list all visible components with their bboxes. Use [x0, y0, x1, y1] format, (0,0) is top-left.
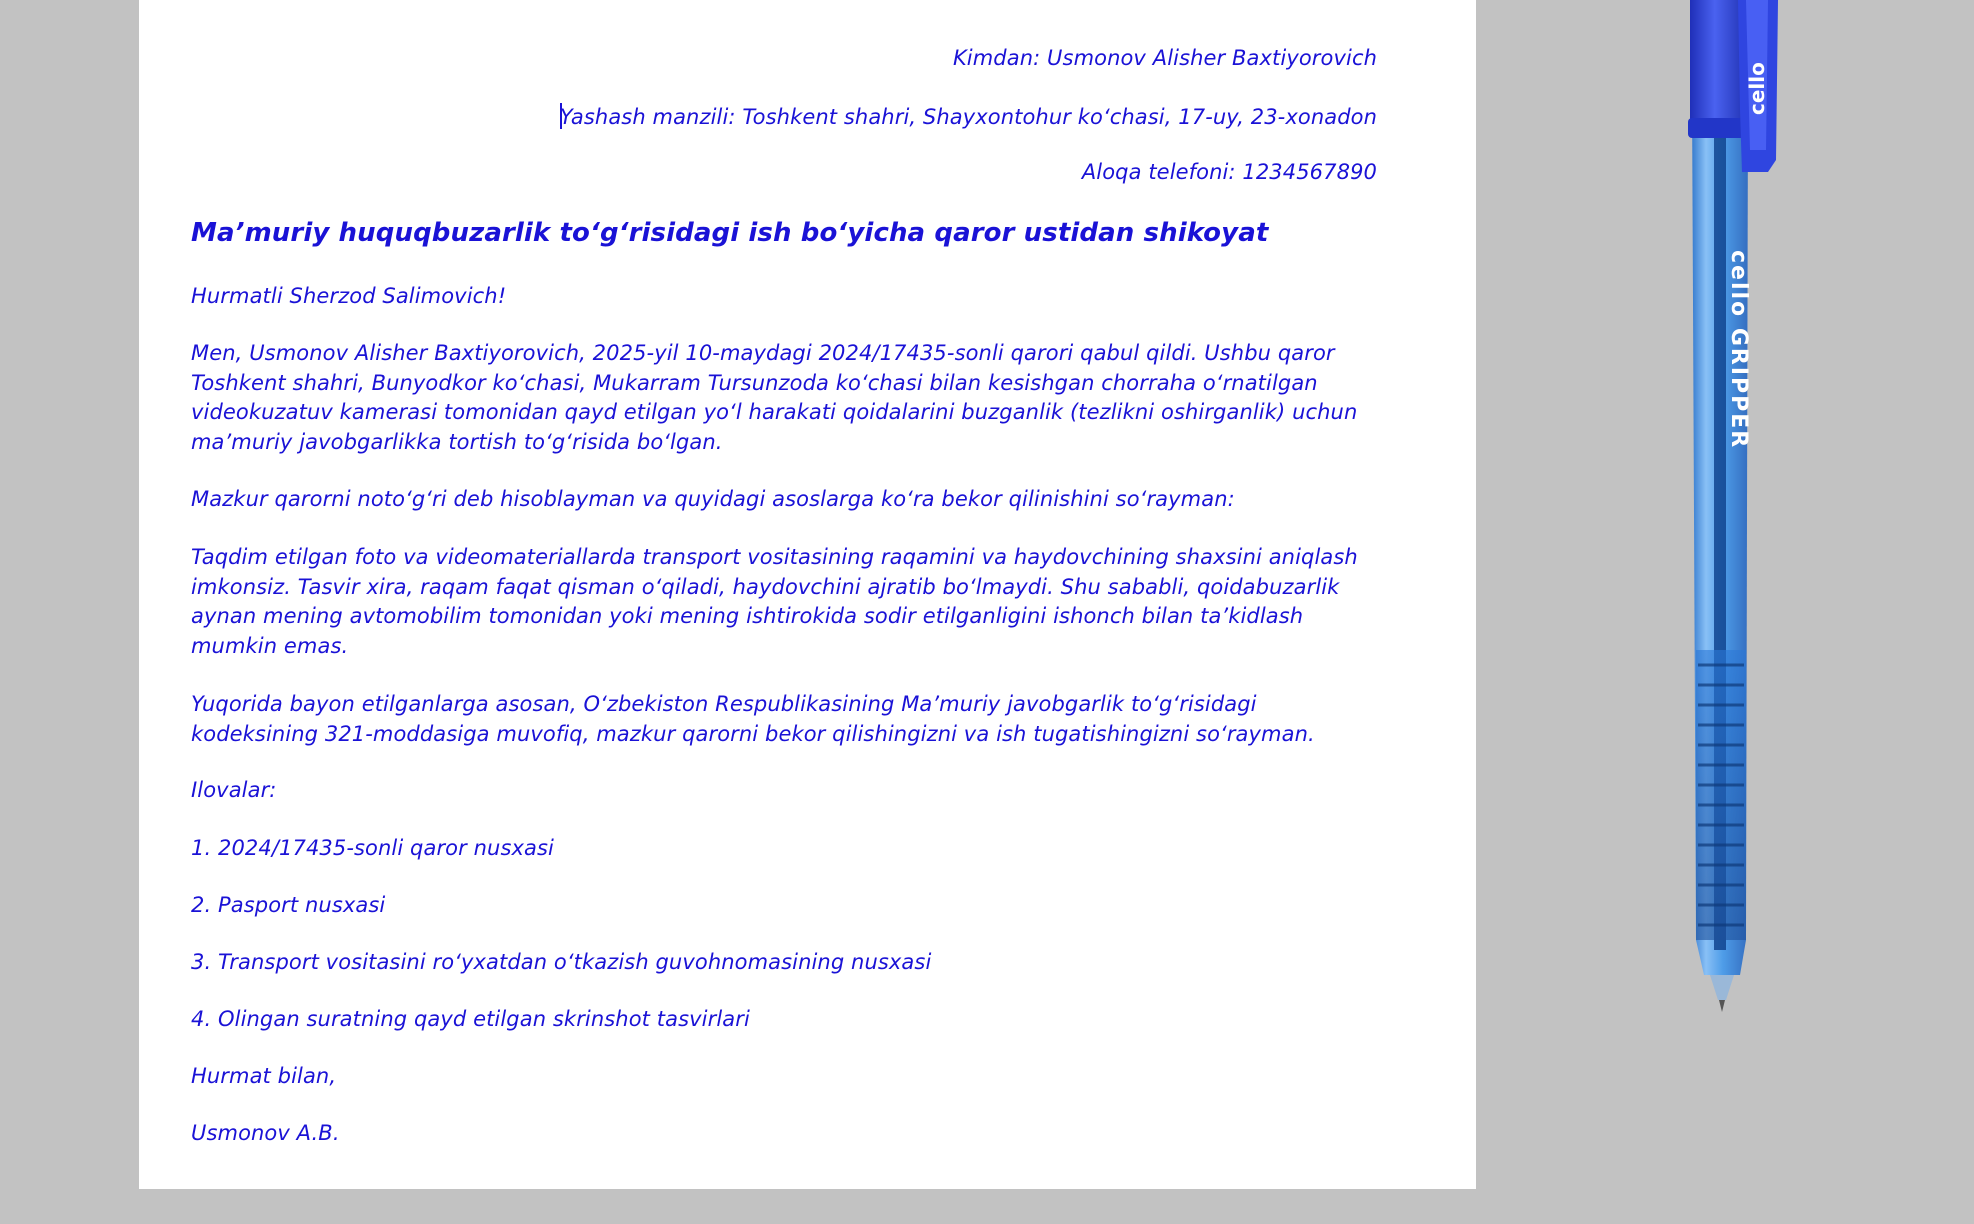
paragraph-3: Taqdim etilgan foto va videomateriallarda transport vositasining raqamini va haydovchining shaxsini aniqlash imkonsiz. Tasvir xira, raqam faqat qisman o‘qiladi, haydovchini ajratib bo‘lmaydi. Shu sababli, qoidabuzarlik aynan mening avtomobilim tomonidan yoki mening ishtirokida sodir etilganligini ishonch bilan ta’kidlash mumkin emas.	[191, 545, 1358, 658]
ballpoint-pen-image	[1680, 0, 1790, 1020]
sender-address-line[interactable]	[560, 103, 1377, 129]
letter-title: Ma’muriy huquqbuzarlik to‘g‘risidagi ish bo‘yicha qaror ustidan shikoyat	[191, 218, 1269, 248]
sender-from: Kimdan: Usmonov Alisher Baxtiyorovich	[952, 46, 1377, 70]
paragraph-1: Men, Usmonov Alisher Baxtiyorovich, 2025-yil 10-maydagi 2024/17435-sonli qarori qabul qildi. Ushbu qaror Toshkent shahri, Bunyodkor ko‘chasi, Mukarram Tursunzoda ko‘chasi bilan kesishgan chorraha o‘rnatilgan videokuzatuv kamerasi tomonidan qayd etilgan yo‘l harakati qoidalarini buzganlik (tezlikni oshirganlik) uchun ma’muriy javobgarlikka tortish to‘g‘risida bo‘lgan.	[191, 341, 1358, 454]
sender-address: Yashash manzili: Toshkent shahri, Shayxontohur ko‘chasi, 17-uy, 23-xonadon	[559, 105, 1377, 129]
sender-phone: Aloqa telefoni: 1234567890	[1081, 160, 1377, 184]
pen-cap-brand: cello	[1745, 62, 1769, 115]
paragraph-2: Mazkur qarorni noto‘g‘ri deb hisoblayman va quyidagi asoslarga ko‘ra bekor qilinishini so‘rayman:	[191, 487, 1235, 511]
signature: Usmonov A.B.	[191, 1121, 340, 1145]
paragraph-4: Yuqorida bayon etilganlarga asosan, O‘zbekiston Respublikasining Ma’muriy javobgarlik to‘g‘risidagi kodeksining 321-moddasiga muvofiq, mazkur qarorni bekor qilishingizni va ish tugatishingizni so‘rayman.	[191, 692, 1315, 746]
grip-ridges	[1696, 650, 1746, 940]
closing: Hurmat bilan,	[191, 1064, 337, 1088]
attachment-item: 1. 2024/17435-sonli qaror nusxasi	[191, 836, 554, 860]
document-page	[139, 0, 1476, 1189]
attachment-item: 2. Pasport nusxasi	[191, 893, 386, 917]
attachments-heading: Ilovalar:	[191, 778, 277, 802]
attachment-item: 3. Transport vositasini ro‘yxatdan o‘tkazish guvohnomasining nusxasi	[191, 950, 932, 974]
greeting: Hurmatli Sherzod Salimovich!	[191, 284, 507, 308]
pen-barrel-text: cello GRIPPER	[1726, 250, 1751, 450]
attachment-item: 4. Olingan suratning qayd etilgan skrinshot tasvirlari	[191, 1007, 750, 1031]
